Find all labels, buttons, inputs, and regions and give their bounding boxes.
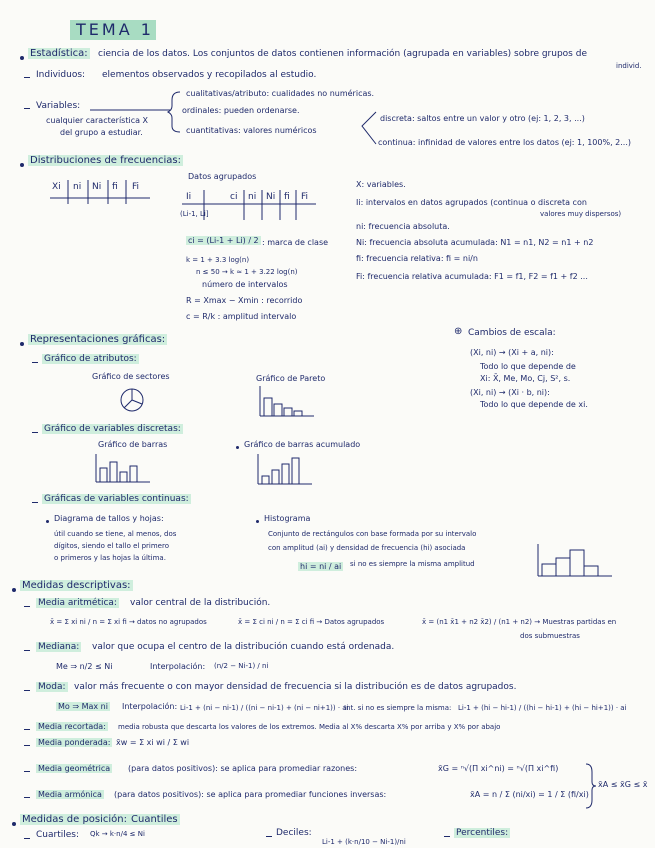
sectores-label: Gráfico de sectores — [92, 372, 170, 381]
cuantitativas: cuantitativas: valores numéricos — [186, 126, 317, 135]
moda-interp2: Li-1 + (hi − hi-1) / ((hi − hi-1) + (hi − hi+1)) · ai — [458, 704, 627, 712]
barras-acum-label: Gráfico de barras acumulado — [244, 440, 361, 449]
posicion-label: Medidas de posición: Cuantiles — [22, 814, 178, 825]
ci-text: : marca de clase — [262, 238, 329, 247]
moda-label: Moda: — [38, 682, 66, 692]
dash — [32, 502, 38, 503]
variables-def2: del grupo a estudiar. — [60, 128, 143, 137]
hi-formula: hi = ni / ai — [300, 562, 342, 571]
dash — [24, 797, 30, 798]
def-5: fi: frecuencia relativa: fi = ni/n — [356, 254, 478, 263]
pareto-chart-icon — [258, 386, 318, 422]
bullet — [20, 56, 24, 60]
armonica-text: (para datos positivos): se aplica para promediar funciones inversas: — [114, 790, 387, 799]
bullet — [12, 588, 16, 592]
discretas-label: Gráfico de variables discretas: — [44, 424, 181, 434]
continuas-label: Gráficas de variables continuas: — [44, 494, 189, 504]
def-3: ni: frecuencia absoluta. — [356, 222, 450, 231]
table1-header-2: Ni — [92, 182, 102, 192]
table1-header-3: fi — [112, 182, 118, 192]
cambios-2: Xi: X̄, Me, Mo, Cj, S², s. — [480, 374, 571, 383]
media-label: Media aritmética: — [38, 598, 117, 608]
dash — [32, 362, 38, 363]
media-formula3b: dos submuestras — [520, 632, 580, 640]
dash — [24, 108, 30, 109]
dash — [24, 650, 30, 651]
ordinales: ordinales: pueden ordenarse. — [182, 106, 300, 115]
dash — [24, 690, 30, 691]
cambios-4: Todo lo que depende de xi. — [480, 400, 588, 409]
media-text: valor central de la distribución. — [130, 598, 271, 608]
variables-label: Variables: — [36, 101, 81, 111]
tallos-desc-1: dígitos, siendo el tallo el primero — [54, 542, 169, 550]
discreta: discreta: saltos entre un valor y otro (ej: 1, 2, 3, ...) — [380, 114, 585, 123]
table2-header-4: fi — [284, 192, 290, 202]
dash — [24, 771, 30, 772]
def-1: Ii: intervalos en datos agrupados (continua o discreta con — [356, 198, 587, 207]
variables-def1: cualquier característica X — [46, 116, 149, 125]
dash — [24, 838, 30, 839]
moda-formula: Mo ⇒ Max ni — [58, 702, 108, 711]
cambios-label: Cambios de escala: — [468, 328, 556, 338]
cambios-icon: ⊕ — [454, 326, 463, 337]
pareto-label: Gráfico de Pareto — [256, 374, 326, 383]
dash — [24, 745, 30, 746]
table2-header-0: Ii — [186, 192, 192, 202]
armonica-formula: x̄A = n / Σ (ni/xi) = 1 / Σ (fi/xi) — [470, 790, 589, 799]
media-formula3: x̄ = (n1 x̄1 + n2 x̄2) / (n1 + n2) → Muestras partidas en — [422, 618, 617, 626]
mediana-interp: (n/2 − Ni-1) / ni — [214, 662, 269, 670]
cualitativas: cualitativas/atributo: cualidades no numéricas. — [186, 89, 375, 98]
recortada-label: Media recortada: — [38, 722, 106, 731]
cambios-3: (Xi, ni) → (Xi · b, ni): — [470, 388, 550, 397]
individuos-label: Individuos: — [36, 70, 86, 80]
bullet — [20, 342, 24, 346]
def-6: Fi: frecuencia relativa acumulada: F1 = f1, F2 = f1 + f2 ... — [356, 272, 588, 281]
geometrica-formula: x̄G = ⁿ√(Π xi^ni) = ⁿ√(Π xi^fi) — [438, 764, 559, 773]
estadistica-label: Estadística: — [30, 48, 88, 59]
deciles-formula: Li-1 + (k·n/10 − Ni-1)/ni — [322, 838, 406, 846]
estadistica-text2: individ. — [616, 62, 642, 70]
ci-formula: ci = (Li-1 + Li) / 2 — [188, 236, 259, 245]
dash — [266, 836, 272, 837]
hist-desc-0: Conjunto de rectángulos con base formada por su intervalo — [268, 530, 477, 538]
medidas-descriptivas-label: Medidas descriptivas: — [22, 580, 131, 591]
pie-chart-icon — [118, 386, 158, 416]
agrupados-label: Datos agrupados — [188, 172, 257, 181]
def-4: Ni: frecuencia absoluta acumulada: N1 = n1, N2 = n1 + n2 — [356, 238, 594, 247]
barras-label: Gráfico de barras — [98, 440, 168, 449]
cambios-1: Todo lo que depende de — [480, 362, 576, 371]
tallos-desc-2: o primeros y las hojas la última. — [54, 554, 166, 562]
representaciones-label: Representaciones gráficas: — [30, 334, 166, 345]
def-0: X: variables. — [356, 180, 406, 189]
deciles-label: Deciles: — [276, 828, 312, 838]
r-text: R = Xmax − Xmin : recorrido — [186, 296, 303, 305]
mediana-formula: Me ⇒ n/2 ≤ Ni — [56, 662, 113, 671]
armonica-label: Media armónica — [38, 790, 102, 799]
table1-header-0: Xi — [52, 182, 61, 192]
tallos-label: Diagrama de tallos y hojas: — [54, 514, 164, 523]
dash — [24, 729, 30, 730]
percentiles-label: Percentiles: — [456, 828, 509, 838]
dash — [24, 606, 30, 607]
interval-example: (Li-1, Li] — [180, 210, 209, 218]
c-text: c = R/k : amplitud intervalo — [186, 312, 297, 321]
mediana-interp-label: Interpolación: — [150, 662, 206, 671]
cumulative-bar-chart-icon — [256, 454, 316, 494]
table2-header-2: ni — [248, 192, 257, 202]
moda-note: Int. si no es siempre la misma: — [344, 704, 452, 712]
hist-desc-1: con amplitud (ai) y densidad de frecuencia (hi) asociada — [268, 544, 466, 552]
moda-interp-label: Interpolación: — [122, 702, 178, 711]
mediana-label: Mediana: — [38, 642, 80, 652]
k-text: número de intervalos — [202, 280, 288, 289]
hi-note: si no es siempre la misma amplitud — [350, 560, 475, 568]
tallos-desc-0: útil cuando se tiene, al menos, dos — [54, 530, 177, 538]
variables-brace — [90, 86, 190, 146]
table1-header-4: Fi — [132, 182, 140, 192]
moda-interp: Li-1 + (ni − ni-1) / ((ni − ni-1) + (ni − ni+1)) · ai — [180, 704, 349, 712]
geometrica-label: Media geométrica — [38, 764, 111, 773]
dash — [32, 432, 38, 433]
bullet — [12, 822, 16, 826]
atributos-label: Gráfico de atributos: — [44, 354, 137, 364]
table2-header-1: ci — [230, 192, 238, 202]
freq-table-simple — [50, 180, 160, 204]
bullet — [46, 520, 49, 523]
bullet — [256, 520, 259, 523]
ponderada-formula: x̄w = Σ xi wi / Σ wi — [116, 738, 190, 747]
geometrica-text: (para datos positivos): se aplica para promediar razones: — [128, 764, 358, 773]
media-formula2: x̄ = Σ ci ni / n = Σ ci fi → Datos agrupados — [238, 618, 385, 626]
cambios-0: (Xi, ni) → (Xi + a, ni): — [470, 348, 554, 357]
cuartiles-label: Cuartiles: — [36, 830, 79, 840]
def-2: valores muy dispersos) — [540, 210, 622, 218]
k-line2: n ≤ 50 → k ≈ 1 + 3.22 log(n) — [196, 268, 298, 276]
media-formula1: x̄ = Σ xi ni / n = Σ xi fi → datos no agrupados — [50, 618, 207, 626]
desigualdad-brace — [584, 762, 598, 810]
bullet — [236, 446, 239, 449]
recortada-text: media robusta que descarta los valores de los extremos. Media al X% descarta X% por arriba y X% por abajo — [118, 723, 501, 731]
mediana-text: valor que ocupa el centro de la distribución cuando está ordenada. — [92, 642, 395, 652]
k-line1: k = 1 + 3.3 log(n) — [186, 256, 250, 264]
desigualdad: x̄A ≤ x̄G ≤ x̄ — [598, 780, 648, 789]
dash — [24, 77, 30, 78]
continua: continua: infinidad de valores entre los datos (ej: 1, 100%, 2...) — [378, 138, 632, 147]
estadistica-text: ciencia de los datos. Los conjuntos de datos contienen información (agrupada en variables) sobre grupos de — [98, 49, 587, 59]
bullet — [20, 163, 24, 167]
cuantitativas-brace — [356, 108, 380, 152]
histograma-label: Histograma — [264, 514, 311, 523]
bar-chart-icon — [94, 454, 154, 490]
histogram-icon — [536, 544, 616, 584]
page-title: TEMA 1 — [76, 20, 154, 39]
table2-header-3: Ni — [266, 192, 276, 202]
individuos-text: elementos observados y recopilados al estudio. — [102, 70, 317, 80]
moda-text: valor más frecuente o con mayor densidad de frecuencia si la distribución es de datos agrupados. — [74, 682, 517, 692]
dash — [444, 836, 450, 837]
table1-header-1: ni — [73, 182, 82, 192]
ponderada-label: Media ponderada: — [38, 738, 111, 747]
table2-header-5: Fi — [301, 192, 309, 202]
distribuciones-label: Distribuciones de frecuencias: — [30, 155, 182, 166]
cuartiles-formula: Qk → k·n/4 ≤ Ni — [90, 830, 145, 838]
